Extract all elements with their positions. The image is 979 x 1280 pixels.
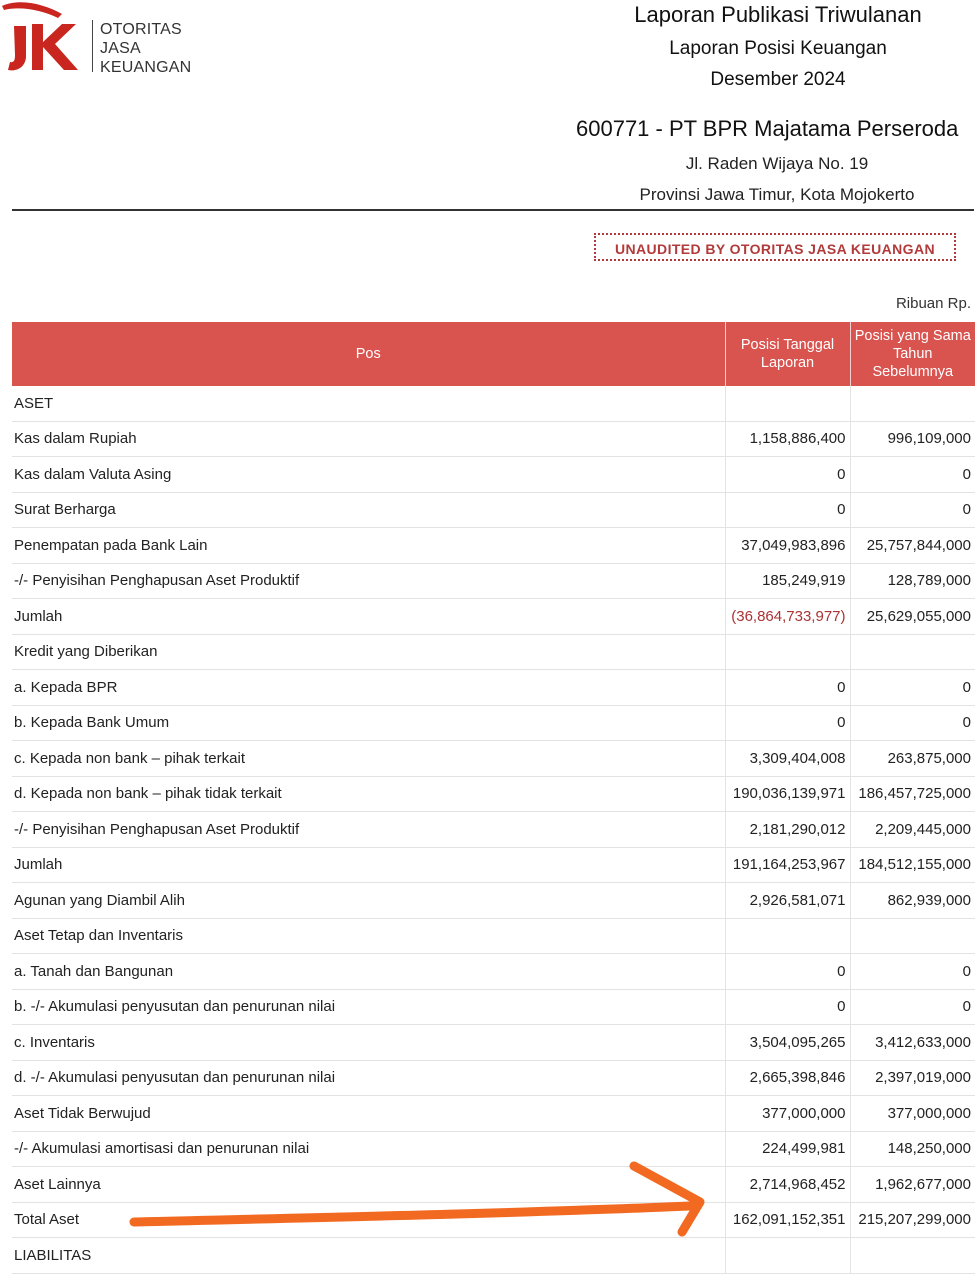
cell-pos: Kas dalam Valuta Asing bbox=[12, 457, 725, 493]
cell-previous-year-position: 377,000,000 bbox=[850, 1096, 975, 1132]
cell-pos: c. Inventaris bbox=[12, 1025, 725, 1061]
cell-pos: b. Kepada Bank Umum bbox=[12, 705, 725, 741]
column-header-current: Posisi Tanggal Laporan bbox=[725, 322, 850, 386]
cell-previous-year-position: 0 bbox=[850, 954, 975, 990]
cell-pos: Aset Tidak Berwujud bbox=[12, 1096, 725, 1132]
bank-address-line-1: Jl. Raden Wijaya No. 19 bbox=[685, 154, 869, 173]
column-header-previous: Posisi yang Sama Tahun Sebelumnya bbox=[850, 322, 975, 386]
cell-previous-year-position: 184,512,155,000 bbox=[850, 847, 975, 883]
balance-sheet-table bbox=[12, 322, 975, 1274]
cell-pos: Total Aset bbox=[12, 1202, 725, 1238]
cell-pos: Agunan yang Diambil Alih bbox=[12, 883, 725, 919]
cell-pos: Aset Tetap dan Inventaris bbox=[12, 918, 725, 954]
logo-separator bbox=[92, 20, 93, 72]
cell-previous-year-position: 996,109,000 bbox=[850, 421, 975, 457]
ojk-logo-mark-icon bbox=[0, 0, 92, 78]
cell-current-position: 2,926,581,071 bbox=[725, 883, 850, 919]
cell-current-position: 185,249,919 bbox=[725, 563, 850, 599]
cell-current-position: 1,158,886,400 bbox=[725, 421, 850, 457]
cell-pos: c. Kepada non bank – pihak terkait bbox=[12, 741, 725, 777]
cell-pos: Penempatan pada Bank Lain bbox=[12, 528, 725, 564]
cell-previous-year-position: 215,207,299,000 bbox=[850, 1202, 975, 1238]
report-subtitle: Laporan Posisi Keuangan bbox=[669, 38, 887, 59]
table-row bbox=[12, 1167, 975, 1203]
cell-pos: a. Kepada BPR bbox=[12, 670, 725, 706]
cell-previous-year-position: 0 bbox=[850, 705, 975, 741]
table-row bbox=[12, 1202, 975, 1238]
table-row bbox=[12, 989, 975, 1025]
cell-current-position bbox=[725, 918, 850, 954]
cell-pos: Kredit yang Diberikan bbox=[12, 634, 725, 670]
column-header-pos: Pos bbox=[12, 322, 725, 386]
cell-previous-year-position: 25,757,844,000 bbox=[850, 528, 975, 564]
currency-unit: Ribuan Rp. bbox=[895, 295, 971, 312]
table-body bbox=[12, 386, 975, 1273]
cell-previous-year-position: 0 bbox=[850, 670, 975, 706]
table-row bbox=[12, 386, 975, 421]
cell-current-position: 2,181,290,012 bbox=[725, 812, 850, 848]
cell-previous-year-position bbox=[850, 1238, 975, 1274]
ojk-logo bbox=[0, 0, 200, 80]
cell-current-position: 0 bbox=[725, 492, 850, 528]
table-row bbox=[12, 1060, 975, 1096]
table-row bbox=[12, 1096, 975, 1132]
cell-pos: Kas dalam Rupiah bbox=[12, 421, 725, 457]
cell-current-position: 2,665,398,846 bbox=[725, 1060, 850, 1096]
cell-current-position: 190,036,139,971 bbox=[725, 776, 850, 812]
report-title: Laporan Publikasi Triwulanan bbox=[634, 2, 922, 27]
cell-previous-year-position: 1,962,677,000 bbox=[850, 1167, 975, 1203]
cell-pos: ASET bbox=[12, 386, 725, 421]
table-row bbox=[12, 1131, 975, 1167]
cell-previous-year-position: 25,629,055,000 bbox=[850, 599, 975, 635]
cell-current-position: 2,714,968,452 bbox=[725, 1167, 850, 1203]
cell-previous-year-position bbox=[850, 386, 975, 421]
cell-previous-year-position: 186,457,725,000 bbox=[850, 776, 975, 812]
cell-current-position: 0 bbox=[725, 989, 850, 1025]
cell-current-position bbox=[725, 634, 850, 670]
logo-wordmark bbox=[100, 20, 191, 77]
report-period: Desember 2024 bbox=[710, 69, 846, 90]
cell-pos: b. -/- Akumulasi penyusutan dan penurunan nilai bbox=[12, 989, 725, 1025]
cell-previous-year-position: 128,789,000 bbox=[850, 563, 975, 599]
header-divider bbox=[12, 209, 974, 211]
table-row bbox=[12, 954, 975, 990]
cell-previous-year-position bbox=[850, 634, 975, 670]
cell-current-position: 0 bbox=[725, 705, 850, 741]
cell-previous-year-position bbox=[850, 918, 975, 954]
cell-current-position: 3,504,095,265 bbox=[725, 1025, 850, 1061]
table-row bbox=[12, 883, 975, 919]
cell-pos: -/- Penyisihan Penghapusan Aset Produktif bbox=[12, 812, 725, 848]
cell-current-position: (36,864,733,977) bbox=[725, 599, 850, 635]
cell-current-position: 224,499,981 bbox=[725, 1131, 850, 1167]
logo-line-3: KEUANGAN bbox=[100, 59, 192, 76]
cell-pos: LIABILITAS bbox=[12, 1238, 725, 1274]
table-row bbox=[12, 1025, 975, 1061]
unaudited-stamp: UNAUDITED BY OTORITAS JASA KEUANGAN bbox=[594, 233, 956, 261]
cell-current-position bbox=[725, 386, 850, 421]
cell-previous-year-position: 0 bbox=[850, 989, 975, 1025]
cell-pos: d. Kepada non bank – pihak tidak terkait bbox=[12, 776, 725, 812]
logo-line-2: JASA bbox=[100, 40, 141, 57]
cell-previous-year-position: 0 bbox=[850, 457, 975, 493]
cell-current-position: 191,164,253,967 bbox=[725, 847, 850, 883]
cell-current-position: 0 bbox=[725, 457, 850, 493]
cell-previous-year-position: 2,397,019,000 bbox=[850, 1060, 975, 1096]
table-row bbox=[12, 918, 975, 954]
table-row bbox=[12, 705, 975, 741]
cell-current-position: 0 bbox=[725, 954, 850, 990]
table-row bbox=[12, 741, 975, 777]
cell-pos: Jumlah bbox=[12, 847, 725, 883]
cell-previous-year-position: 2,209,445,000 bbox=[850, 812, 975, 848]
cell-pos: a. Tanah dan Bangunan bbox=[12, 954, 725, 990]
cell-current-position: 3,309,404,008 bbox=[725, 741, 850, 777]
cell-previous-year-position: 263,875,000 bbox=[850, 741, 975, 777]
cell-pos: Jumlah bbox=[12, 599, 725, 635]
table-row bbox=[12, 776, 975, 812]
cell-pos: d. -/- Akumulasi penyusutan dan penurunan nilai bbox=[12, 1060, 725, 1096]
bank-name: 600771 - PT BPR Majatama Perseroda bbox=[576, 116, 959, 141]
cell-previous-year-position: 3,412,633,000 bbox=[850, 1025, 975, 1061]
cell-previous-year-position: 148,250,000 bbox=[850, 1131, 975, 1167]
table-row bbox=[12, 847, 975, 883]
table-row bbox=[12, 812, 975, 848]
table-header-row bbox=[12, 322, 975, 386]
bank-address-line-2: Provinsi Jawa Timur, Kota Mojokerto bbox=[639, 185, 915, 204]
cell-pos: Aset Lainnya bbox=[12, 1167, 725, 1203]
cell-pos: -/- Penyisihan Penghapusan Aset Produktif bbox=[12, 563, 725, 599]
table-row bbox=[12, 1238, 975, 1274]
cell-pos: -/- Akumulasi amortisasi dan penurunan nilai bbox=[12, 1131, 725, 1167]
cell-current-position: 377,000,000 bbox=[725, 1096, 850, 1132]
cell-current-position: 162,091,152,351 bbox=[725, 1202, 850, 1238]
table-row bbox=[12, 492, 975, 528]
table-row bbox=[12, 634, 975, 670]
table-row bbox=[12, 528, 975, 564]
cell-current-position: 37,049,983,896 bbox=[725, 528, 850, 564]
cell-current-position: 0 bbox=[725, 670, 850, 706]
cell-previous-year-position: 0 bbox=[850, 492, 975, 528]
table-row bbox=[12, 670, 975, 706]
cell-pos: Surat Berharga bbox=[12, 492, 725, 528]
table-row bbox=[12, 421, 975, 457]
table-row bbox=[12, 599, 975, 635]
cell-current-position bbox=[725, 1238, 850, 1274]
table-row bbox=[12, 457, 975, 493]
cell-previous-year-position: 862,939,000 bbox=[850, 883, 975, 919]
table-row bbox=[12, 563, 975, 599]
logo-line-1: OTORITAS bbox=[100, 21, 182, 38]
